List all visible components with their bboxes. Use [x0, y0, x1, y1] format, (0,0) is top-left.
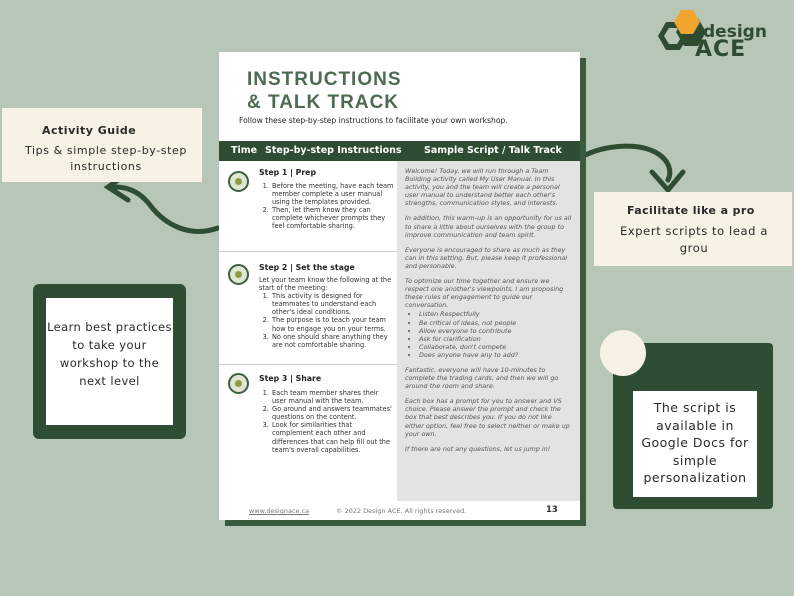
script-paragraph: Everyone is encouraged to share as much as they can in this setting. But, please keep it professional and personable. — [405, 245, 568, 270]
logo-text-ace: ACE — [695, 37, 747, 62]
list-item: • Be critical of ideas, not people — [419, 319, 572, 327]
learn-card — [33, 284, 186, 439]
page-subtitle: Follow these step-by-step instructions to facilitate your own workshop. — [239, 116, 508, 125]
list-item: • Collaborate, don't compete — [419, 343, 572, 351]
list-item: • Does anyone have any to add? — [419, 351, 572, 359]
list-item: 1. Before the meeting, have each team member complete a user manual using the templates provided. — [271, 182, 394, 206]
card-title: Facilitate like a pro — [627, 204, 755, 217]
sample-script — [397, 161, 580, 501]
footer-copyright: © 2022 Design ACE. All rights reserved. — [336, 507, 467, 515]
list-item: 2. Go around and answers teammates' questions on the content. — [271, 405, 394, 421]
page-footer — [219, 501, 580, 520]
facilitate-card — [594, 192, 792, 266]
step-row-2 — [219, 252, 397, 365]
card-body: Learn best practices to take your workshop to the next level — [47, 320, 172, 388]
card-body: Expert scripts to lead a grou — [620, 224, 768, 255]
card-body: The script is available in Google Docs for simple personalization — [641, 400, 749, 485]
script-paragraph: In addition, this warm-up is an opportunity for us all to share a little about ourselves with the group to improve communication and team spirit. — [405, 214, 572, 239]
stopwatch-icon — [228, 264, 249, 285]
list-item: • Allow everyone to contribute — [419, 327, 572, 335]
script-paragraph: If there are not any questions, let us jump in! — [405, 444, 551, 453]
step-body — [259, 182, 394, 231]
instructions-page — [219, 52, 580, 520]
step-intro: Let your team know the following at the start of the meeting: — [259, 276, 392, 293]
table-header — [219, 141, 580, 161]
list-item: 2. Then, let them know they can complete whichever prompts they feel comfortable sharing. — [271, 206, 394, 230]
rules-list — [413, 310, 572, 359]
header-script: Sample Script / Talk Track — [424, 145, 562, 156]
script-paragraph: To optimize our time together and ensure we respect one another's viewpoints, I am proposing these rules of engagement to guide our conversation. — [405, 277, 564, 310]
list-item: 1. This activity is designed for teammates to understand each other's ideal conditions. — [271, 292, 394, 316]
list-item: • Listen Respectfully — [419, 310, 572, 318]
step-title: Step 1 | Prep — [259, 168, 317, 177]
decorative-circle — [600, 330, 646, 376]
list-item: 3. Look for similarities that complement each other and differences that can help fill out the team's overall capabilities. — [271, 421, 394, 453]
step-title: Step 3 | Share — [259, 374, 322, 383]
list-item: 3. No one should share anything they are not comfortable sharing. — [271, 333, 394, 349]
list-item: 1. Each team member shares their user manual with the team. — [271, 389, 394, 405]
stopwatch-icon — [228, 171, 249, 192]
card-body: Tips & simple step-by-step instructions — [25, 144, 187, 173]
logo-text-design: design — [703, 22, 767, 42]
script-paragraph: Fantastic, everyone will have 10-minutes to complete the trading cards, and then we will go around the room and share. — [405, 365, 559, 391]
list-item: • Ask for clarification — [419, 335, 572, 343]
step-title: Step 2 | Set the stage — [259, 263, 355, 272]
step-row-3 — [219, 365, 397, 501]
script-paragraph: Welcome! Today, we will run through a Team Building activity called My User Manual. In this activity, you and the team will create a personal user manual to understand better each other's strengths, communication styles, and interests. — [405, 167, 560, 208]
card-title: Activity Guide — [42, 124, 137, 137]
footer-url[interactable]: www.designace.ca — [249, 507, 310, 515]
step-body — [259, 276, 394, 349]
script-paragraph: Each box has a prompt for you to answer and VS choice. Please answer the prompt and check the box that best describes you. If you do not like either option, feel free to select neither or make up your own. — [405, 397, 570, 438]
step-body — [259, 389, 394, 454]
stopwatch-icon — [228, 373, 249, 394]
page-number: 13 — [546, 505, 558, 515]
activity-guide-card — [2, 108, 202, 182]
header-time: Time — [231, 145, 258, 156]
header-steps: Step-by-step Instructions — [265, 145, 402, 156]
step-row-1 — [219, 161, 397, 252]
list-item: 2. The purpose is to teach your team how to engage you on your terms. — [271, 316, 394, 332]
page-title: INSTRUCTIONS & TALK TRACK — [247, 69, 402, 113]
